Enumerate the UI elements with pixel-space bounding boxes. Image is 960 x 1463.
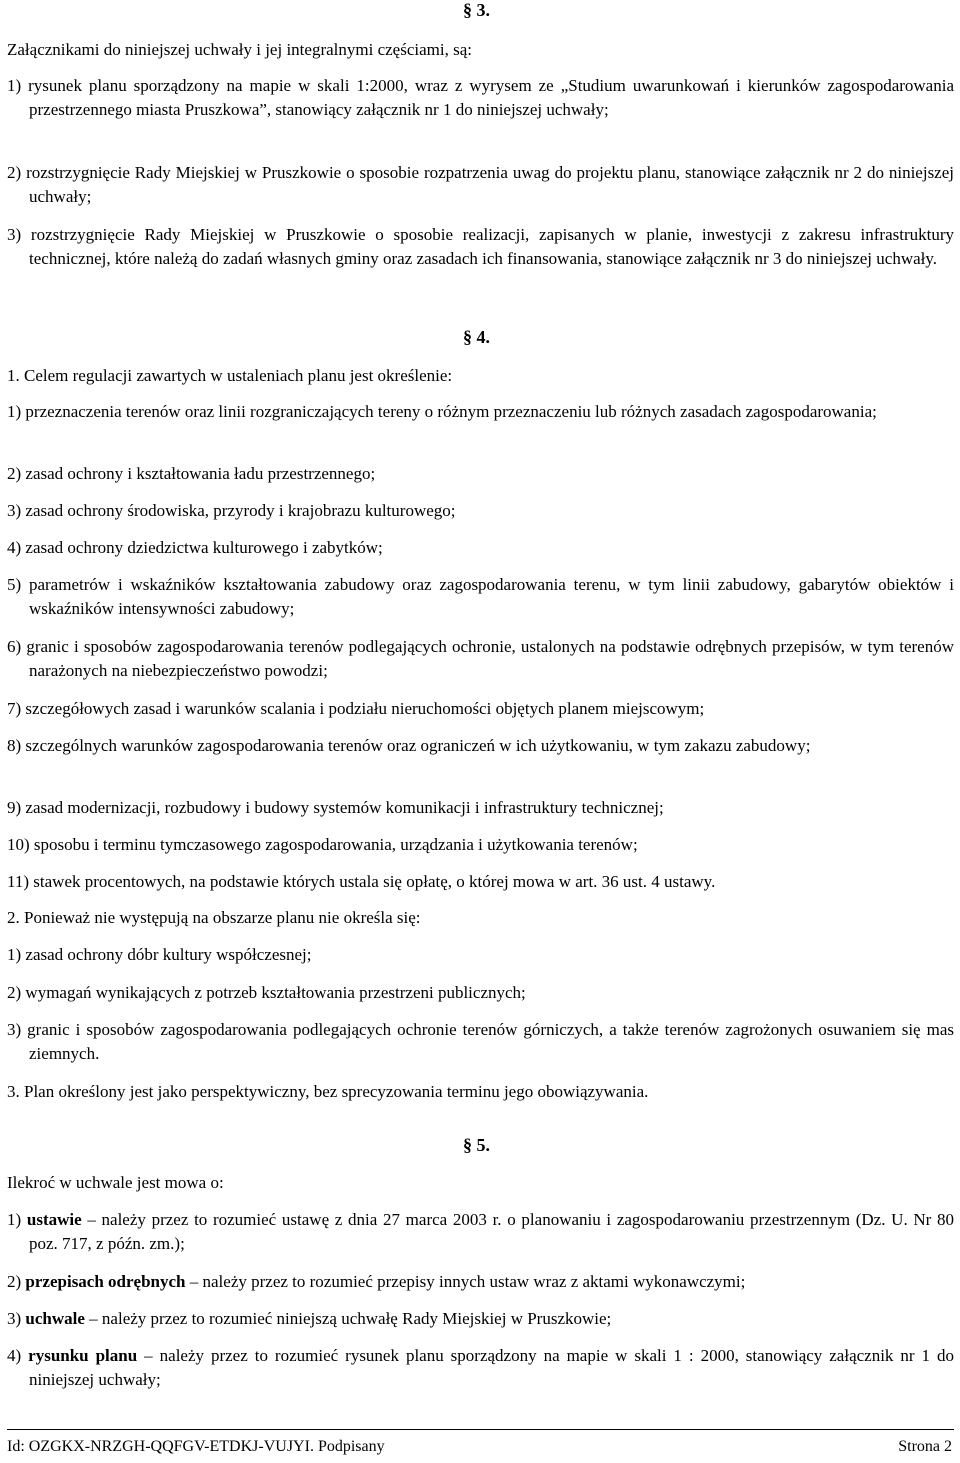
list-item: 10) sposobu i terminu tymczasowego zagospodarowania, urządzania i użytkowania terenów;	[7, 835, 638, 854]
list-item: 3) granic i sposobów zagospodarowania podlegających ochronie terenów górniczych, a także terenów zagrożonych osuwaniem się mas ziemnych.	[7, 1020, 954, 1063]
section-4-paragraph-1: 1. Celem regulacji zawartych w ustaleniach planu jest określenie:	[7, 366, 453, 385]
definition-term: przepisach odrębnych	[25, 1272, 186, 1291]
section-3-intro: Załącznikami do niniejszej uchwały i jej integralnymi częściami, są:	[7, 40, 472, 59]
list-item: 1) przeznaczenia terenów oraz linii rozgraniczających tereny o różnym przeznaczeniu lub różnych zasadach zagospodarowania;	[7, 402, 877, 421]
document-id: Id: OZGKX-NRZGH-QQFGV-ETDKJ-VUJYI. Podpisany	[7, 1438, 385, 1455]
list-item: 6) granic i sposobów zagospodarowania terenów podlegających ochronie, ustalonych na podstawie odrębnych przepisów, w tym terenów narażonych na niebezpieczeństwo powodzi;	[7, 637, 954, 680]
definition-term: rysunku planu	[28, 1346, 138, 1365]
list-item: 11) stawek procentowych, na podstawie których ustala się opłatę, o której mowa w art. 36 ust. 4 ustawy.	[7, 872, 716, 891]
list-item: 1) zasad ochrony dóbr kultury współczesnej;	[7, 945, 312, 964]
list-item: 9) zasad modernizacji, rozbudowy i budowy systemów komunikacji i infrastruktury technicznej;	[7, 798, 664, 817]
section-5-intro: Ilekroć w uchwale jest mowa o:	[7, 1173, 224, 1192]
definition-item: 3) uchwale – należy przez to rozumieć niniejszą uchwałę Rady Miejskiej w Pruszkowie;	[7, 1309, 612, 1328]
list-item: 2) zasad ochrony i kształtowania ładu przestrzennego;	[7, 464, 376, 483]
section-4-heading: § 4.	[463, 327, 490, 347]
definition-term: uchwale	[25, 1309, 85, 1328]
list-item: 2) rozstrzygnięcie Rady Miejskiej w Pruszkowie o sposobie rozpatrzenia uwag do projektu planu, stanowiące załącznik nr 2 do niniejszej uchwały;	[7, 163, 954, 206]
section-3-heading: § 3.	[463, 0, 490, 20]
list-item: 7) szczegółowych zasad i warunków scalania i podziału nieruchomości objętych planem miejscowym;	[7, 699, 705, 718]
list-item: 1) rysunek planu sporządzony na mapie w skali 1:2000, wraz z wyrysem ze „Studium uwarunkowań i kierunków zagospodarowania przestrzennego miasta Pruszkowa”, stanowiący załącznik nr 1 do niniejszej uchwały;	[7, 76, 954, 119]
section-4-paragraph-3: 3. Plan określony jest jako perspektywiczny, bez sprecyzowania terminu jego obowiązywania.	[7, 1082, 649, 1101]
footer-divider	[7, 1429, 954, 1430]
list-item: 4) zasad ochrony dziedzictwa kulturowego i zabytków;	[7, 538, 383, 557]
page-number: Strona 2	[898, 1438, 952, 1455]
list-item: 2) wymagań wynikających z potrzeb kształtowania przestrzeni publicznych;	[7, 983, 526, 1002]
list-item: 3) zasad ochrony środowiska, przyrody i krajobrazu kulturowego;	[7, 501, 456, 520]
definition-item: 4) rysunku planu – należy przez to rozumieć rysunek planu sporządzony na mapie w skali 1 : 2000, stanowiący załącznik nr 1 do niniejszej uchwały;	[7, 1346, 954, 1389]
list-item: 8) szczególnych warunków zagospodarowania terenów oraz ograniczeń w ich użytkowaniu, w tym zakazu zabudowy;	[7, 736, 811, 755]
definition-item: 1) ustawie – należy przez to rozumieć ustawę z dnia 27 marca 2003 r. o planowaniu i zagospodarowaniu przestrzennym (Dz. U. Nr 80 poz. 717, z późn. zm.);	[7, 1210, 955, 1253]
list-item: 5) parametrów i wskaźników kształtowania zabudowy oraz zagospodarowania terenu, w tym linii zabudowy, gabarytów obiektów i wskaźników intensywności zabudowy;	[7, 575, 954, 618]
definition-item: 2) przepisach odrębnych – należy przez to rozumieć przepisy innych ustaw wraz z aktami wykonawczymi;	[7, 1272, 746, 1291]
definition-term: ustawie	[26, 1210, 82, 1229]
section-4-paragraph-2: 2. Ponieważ nie występują na obszarze planu nie określa się:	[7, 908, 421, 927]
section-5-heading: § 5.	[463, 1135, 490, 1155]
list-item: 3) rozstrzygnięcie Rady Miejskiej w Pruszkowie o sposobie realizacji, zapisanych w planie, inwestycji z zakresu infrastruktury technicznej, które należą do zadań własnych gminy oraz zasadach ich finansowania, stanowiące załącznik nr 3 do niniejszej uchwały.	[7, 225, 954, 268]
